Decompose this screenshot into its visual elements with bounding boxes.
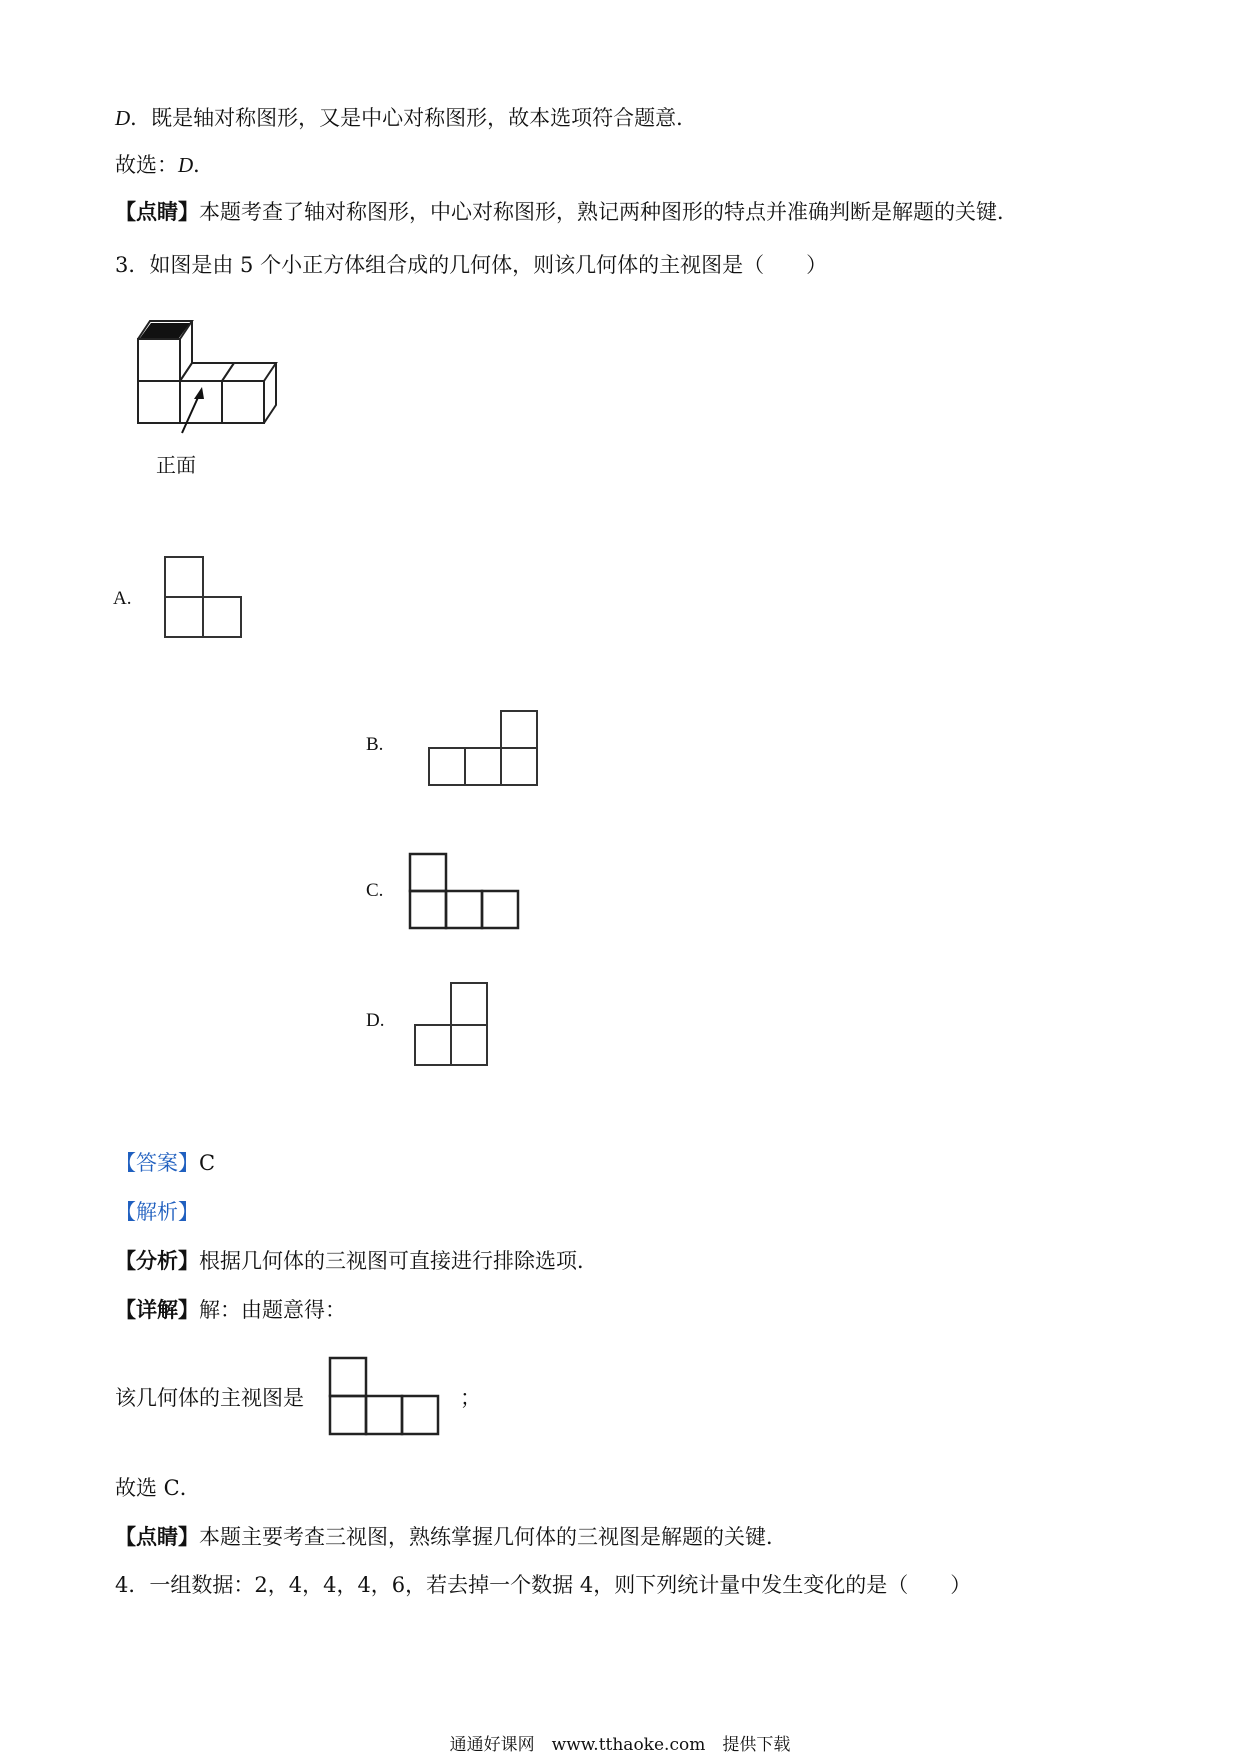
main-view-line: 该几何体的主视图是: [115, 1386, 304, 1410]
fenxi-line: 【分析】根据几何体的三视图可直接进行排除选项．: [115, 1248, 598, 1273]
line-dianjing-1: 【点睛】本题考查了轴对称图形，中心对称图形，熟记两种图形的特点并准确判断是解题的关键．: [115, 199, 1018, 224]
answer-value: C: [199, 1151, 216, 1175]
question-4: 4．一组数据：2，4，4，4，6，若去掉一个数据 4，则下列统计量中发生变化的是（ ）: [115, 1573, 972, 1597]
answer-tag: 【答案】: [115, 1151, 199, 1175]
page-footer: 通通好课网 www.tthaoke.com 提供下载: [449, 1735, 791, 1755]
answer-main-view-figure: [328, 1356, 444, 1440]
dianjing-line-2: 【点睛】本题主要考查三视图，熟练掌握几何体的三视图是解题的关键．: [115, 1524, 787, 1549]
choose-c-line: 故选 C．: [115, 1476, 201, 1500]
question-3: 3．如图是由 5 个小正方体组合成的几何体，则该几何体的主视图是（ ）: [115, 253, 828, 277]
option-d-figure: [413, 980, 493, 1068]
front-label: 正面: [156, 453, 196, 477]
answer-line: [115, 1148, 215, 1178]
option-d-label: D.: [366, 1010, 385, 1031]
xiangjie-line: 【详解】解：由题意得：: [115, 1297, 346, 1322]
option-b-label: B.: [366, 734, 384, 755]
option-c-figure: [408, 852, 524, 932]
analysis-tag: 【解析】: [115, 1200, 199, 1224]
option-a-figure: [163, 555, 243, 641]
option-letter: D: [115, 106, 131, 130]
main-view-end: ；: [460, 1386, 481, 1410]
option-c-label: C.: [366, 880, 384, 901]
option-a-label: A.: [113, 588, 132, 609]
option-b-figure: [427, 708, 543, 788]
line-choose-d: 故选：D．: [115, 153, 215, 177]
line-option-d-explanation: D．既是轴对称图形，又是中心对称图形，故本选项符合题意．: [115, 106, 698, 130]
